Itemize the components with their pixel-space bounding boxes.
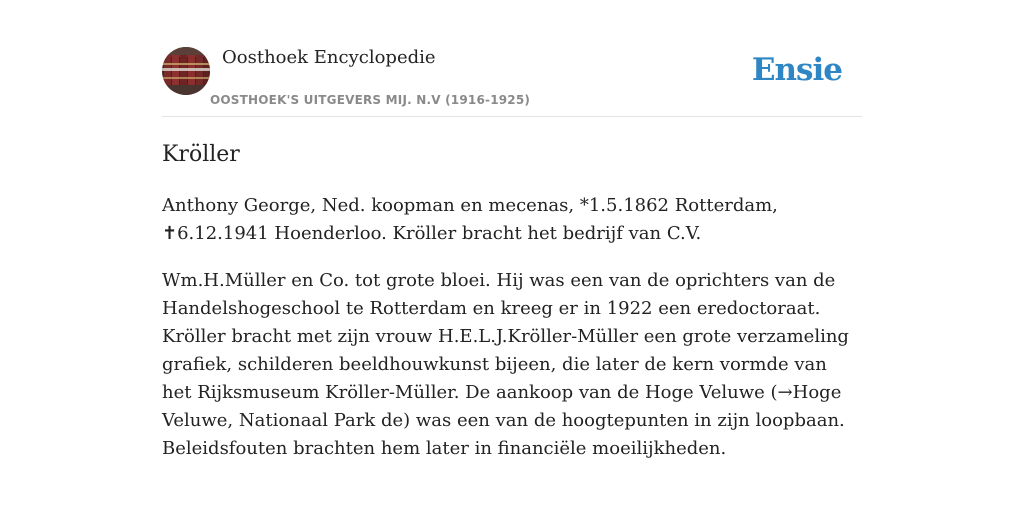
header xyxy=(162,46,862,117)
source-name[interactable]: Oosthoek Encyclopedie xyxy=(222,47,436,68)
article-paragraph: Wm.H.Müller en Co. tot grote bloei. Hij was een van de oprichters van de Handelshogeschool te Rotterdam en kreeg er in 1922 een eredoctoraat. Kröller bracht met zijn vrouw H.E.L.J.Kröller-Müller een grote verzameling grafiek, schilderen beeldhouwkunst bijeen, die later de kern vormde van het Rijksmuseum Kröller-Müller. De aankoop van de Hoge Veluwe (→Hoge Veluwe, Nationaal Park de) was een van de hoogtepunten in zijn loopbaan. Beleidsfouten brachten hem later in financiële moeilijkheden. xyxy=(162,270,849,459)
book-spines-icon[interactable] xyxy=(162,47,210,95)
source-subtitle: OOSTHOEK'S UITGEVERS MIJ. N.V (1916-1925) xyxy=(210,93,531,107)
article-title: Kröller xyxy=(162,142,240,167)
ensie-logo-link[interactable]: Ensie xyxy=(751,52,842,88)
article-paragraph: Anthony George, Ned. koopman en mecenas, *1.5.1862 Rotterdam, ✝6.12.1941 Hoenderloo. Kröller bracht het bedrijf van C.V. xyxy=(162,195,778,244)
